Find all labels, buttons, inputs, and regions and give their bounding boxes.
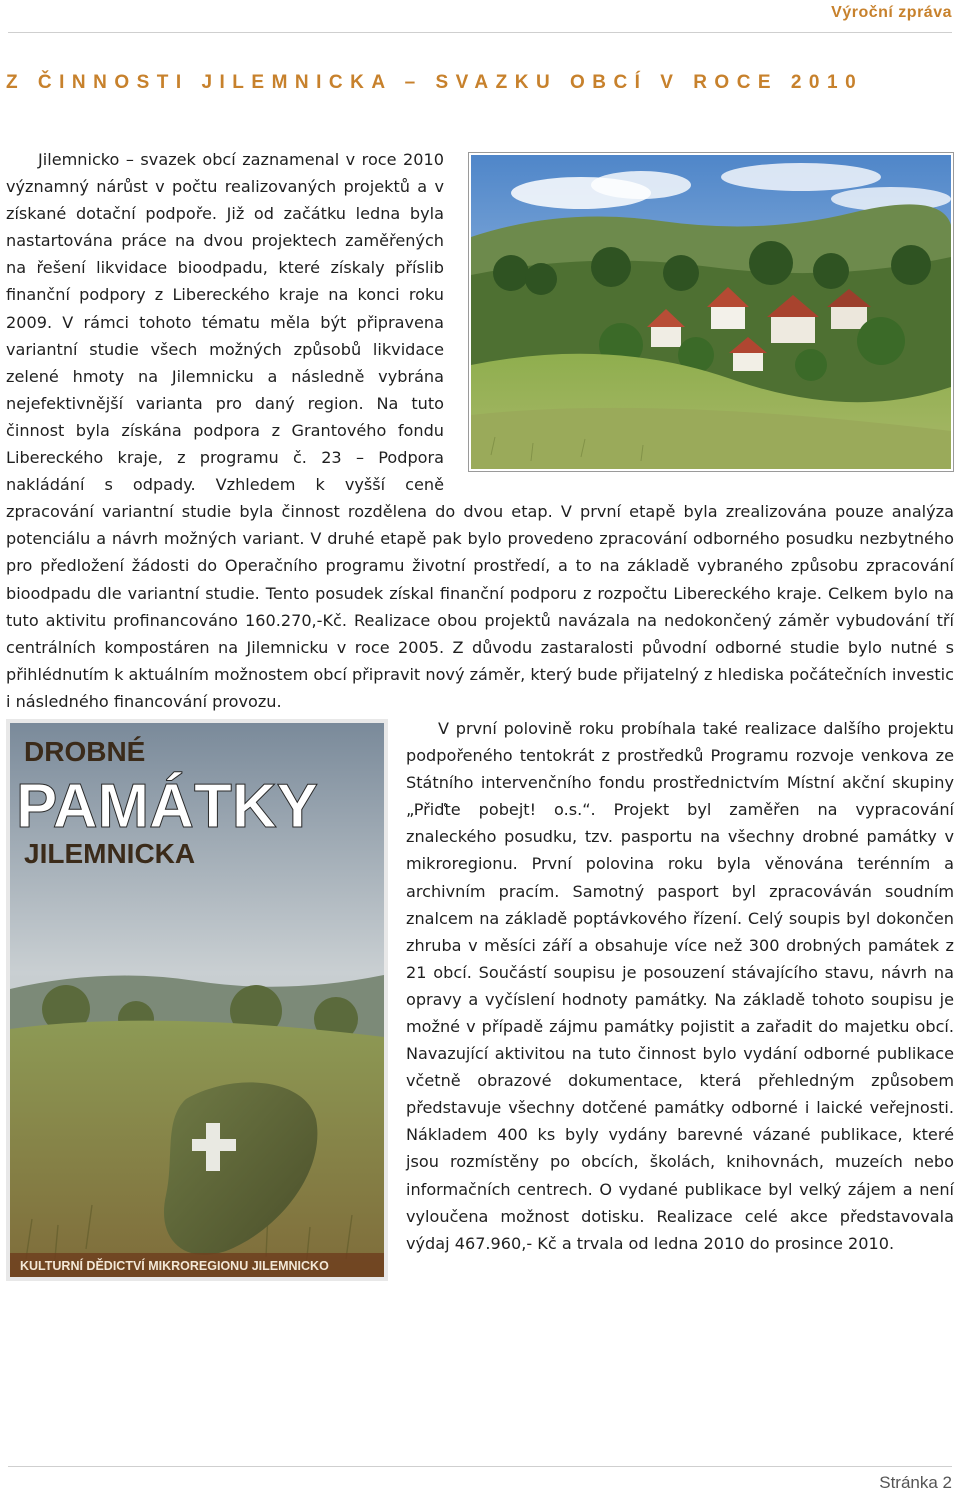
header-label: Výroční zpráva (831, 4, 952, 21)
book-cover-image (6, 719, 388, 1281)
article-body (6, 146, 954, 1287)
section-heading: Z ČINNOSTI JILEMNICKA – SVAZKU OBCÍ V ROCE 2010 (6, 72, 864, 93)
book-title-line1: DROBNÉ (24, 735, 146, 767)
footer-divider (8, 1466, 952, 1467)
book-title-line3: JILEMNICKA (24, 837, 196, 869)
header-divider (8, 32, 952, 33)
page-number: Stránka 2 (879, 1473, 952, 1492)
paragraph-pamatky: V první polovině roku probíhala také realizace dalšího projektu podpořeného tentokrát z prostředků Programu rozvoje venkova ze Státního intervenčního fondu prostřednictvím Místní akční skupiny „Přiďte pobejt! o.s.“. Projekt byl zaměřen na vypracování znaleckého posudku, tzv. pasportu na všechny drobné památky v mikroregionu. První polovina roku byla věnována terénním a archivním pracím. Samotný pasport byl zpracováván soudním znalcem na základě poptávkového řízení. Celý soupis byl dokončen zhruba v měsíci září a obsahuje více než 300 drobných památek z 21 obcí. Součástí soupisu je posouzení stávajícího stavu, návrh na opravy a vyčíslení hodnoty památky. Na základě tohoto soupisu je možné v případě zájmu památky pojistit a zařadit do majetku obcí. Navazující aktivitou na tuto činnost bylo vydání odborné publikace včetně obrazové dokumentace, která přehledným způsobem představuje všechny dotčené památky odborné i laické veřejnosti. Nákladem 400 ks byly vydány barevné vázané publikace, které jsou rozmístěny po obcích, školách, knihovnách, muzeích nebo informačních centrech. O vydané publikace byl velký zájem a není vyloučena možnost dotisku. Realizace celé akce představovala výdaj 467.960,- Kč a trvala od ledna 2010 do prosince 2010. (406, 718, 954, 1253)
village-landscape-photo (468, 152, 954, 472)
paragraph-bioodpad: Jilemnicko – svazek obcí zaznamenal v roce 2010 významný nárůst v počtu realizovaných projektů a v získané dotační podpoře. Již od začátku ledna byla nastartována práce na dvou projektech zaměřených na řešení likvidace bioodpadu, které získaly příslib finanční podpory z Libereckého kraje na konci roku 2009. V rámci tohoto tématu měla být připravena variantní studie všech možných způsobů likvidace zelené hmoty na Jilemnicku a následně vybrána nejefektivnější varianta pro daný region. Na tuto činnost byla získána podpora z Grantového fondu Libereckého kraje, z programu č. 23 – Podpora nakládání s odpady. Vzhledem k vyšší ceně zpracování variantní studie byla činnost rozdělena do dvou etap. V první etapě byla zrealizována pouze analýza potenciálu a návrh možných variant. V druhé etapě pak bylo provedeno zpracování odborného posudku nezbytného pro předložení žádosti do Operačního programu životní prostředí, a to na základě vybraného způsobu zpracování bioodpadu dle variantní studie. Tento posudek získal finanční podporu z rozpočtu Libereckého kraje. Celkem bylo na tuto aktivitu profinancováno 160.270,-Kč. Realizace obou projektů navázala na nedokončený záměr vybudování tří centrálních kompostáren na Jilemnicku v roce 2005. Z důvodu zastaralosti původní odborné studie bylo nutné s přihlédnutím k aktuálním možnostem obcí připravit nový záměr, který bude přijatelný z hlediska počátečních investic i následného financování provozu. (6, 150, 954, 711)
book-title-line2: PAMÁTKY (16, 771, 318, 841)
book-subtitle: KULTURNÍ DĚDICTVÍ MIKROREGIONU JILEMNICKO (20, 1258, 329, 1273)
